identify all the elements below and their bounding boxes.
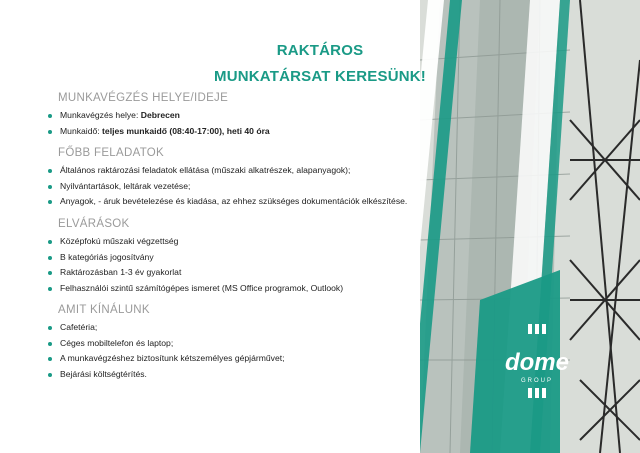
- section-heading-offer: AMIT KÍNÁLUNK: [58, 304, 150, 316]
- list-item: [48, 250, 343, 266]
- bullet-icon: [48, 357, 52, 361]
- bullet-icon: [48, 130, 52, 134]
- bullet-icon: [48, 240, 52, 244]
- list-item: [48, 265, 343, 281]
- bullet-icon: [48, 169, 52, 173]
- section-heading-duties: FŐBB FELADATOK: [58, 147, 165, 159]
- bullet-icon: [48, 287, 52, 291]
- bullet-icon: [48, 326, 52, 330]
- list-item-text: Általános raktározási feladatok ellátása (műszaki alkatrészek, alapanyagok);: [60, 165, 351, 175]
- list-item: [48, 351, 285, 367]
- bullet-icon: [48, 200, 52, 204]
- title-line-1: RAKTÁROS: [276, 42, 364, 59]
- section-heading-workplace: MUNKAVÉGZÉS HELYE/IDEJE: [58, 92, 229, 104]
- worktime-value: teljes munkaidő (08:40-17:00), heti 40 óra: [102, 125, 270, 136]
- list-item: [48, 179, 407, 195]
- bullet-icon: [48, 373, 52, 377]
- list-item: [48, 124, 270, 140]
- list-item-text: Bejárási költségtérítés.: [60, 368, 147, 379]
- bullet-icon: [48, 185, 52, 189]
- list-item-text: Nyilvántartások, leltárak vezetése;: [60, 180, 191, 191]
- list-item: [48, 367, 285, 383]
- list-item-text: Cafetéria;: [60, 322, 98, 332]
- worktime-label: Munkaidő:: [60, 125, 103, 136]
- bullet-icon: [48, 271, 52, 275]
- list-item-text: Felhasználói szintű számítógépes ismeret (MS Office programok, Outlook): [60, 282, 344, 293]
- workplace-value: Debrecen: [140, 110, 180, 120]
- bullet-icon: [48, 114, 52, 118]
- list-item-text: B kategóriás jogosítvány: [60, 251, 154, 262]
- list-item-text: Céges mobiltelefon és laptop;: [60, 337, 174, 348]
- list-item-text: Anyagok, - áruk bevételezése és kiadása, az ehhez szükséges dokumentációk elkészítése.: [60, 196, 408, 206]
- title-line-2: MUNKATÁRSAT KERESÜNK!: [214, 68, 426, 85]
- logo-sub: GROUP: [520, 378, 554, 384]
- list-item-text: Középfokú műszaki végzettség: [60, 236, 179, 246]
- duties-list: [48, 163, 407, 210]
- list-item: [48, 108, 270, 124]
- bullet-icon: [48, 342, 52, 346]
- list-item: [48, 281, 343, 297]
- page-title: [200, 38, 440, 90]
- list-item: [48, 163, 407, 179]
- logo-icon: [488, 322, 578, 412]
- list-item: [48, 336, 285, 352]
- dome-logo: [488, 322, 578, 412]
- logo-name: dome: [504, 349, 570, 376]
- section-heading-requirements: ELVÁRÁSOK: [58, 218, 130, 230]
- list-item: [48, 194, 407, 210]
- list-item: [48, 234, 343, 250]
- workplace-list: [48, 108, 270, 139]
- list-item: [48, 320, 285, 336]
- requirements-list: [48, 234, 343, 296]
- workplace-label: Munkavégzés helye:: [60, 110, 141, 120]
- offer-list: [48, 320, 285, 382]
- bullet-icon: [48, 256, 52, 260]
- list-item-text: Raktározásban 1-3 év gyakorlat: [60, 267, 182, 277]
- list-item-text: A munkavégzéshez biztosítunk kétszemélyes gépjárművet;: [60, 353, 285, 363]
